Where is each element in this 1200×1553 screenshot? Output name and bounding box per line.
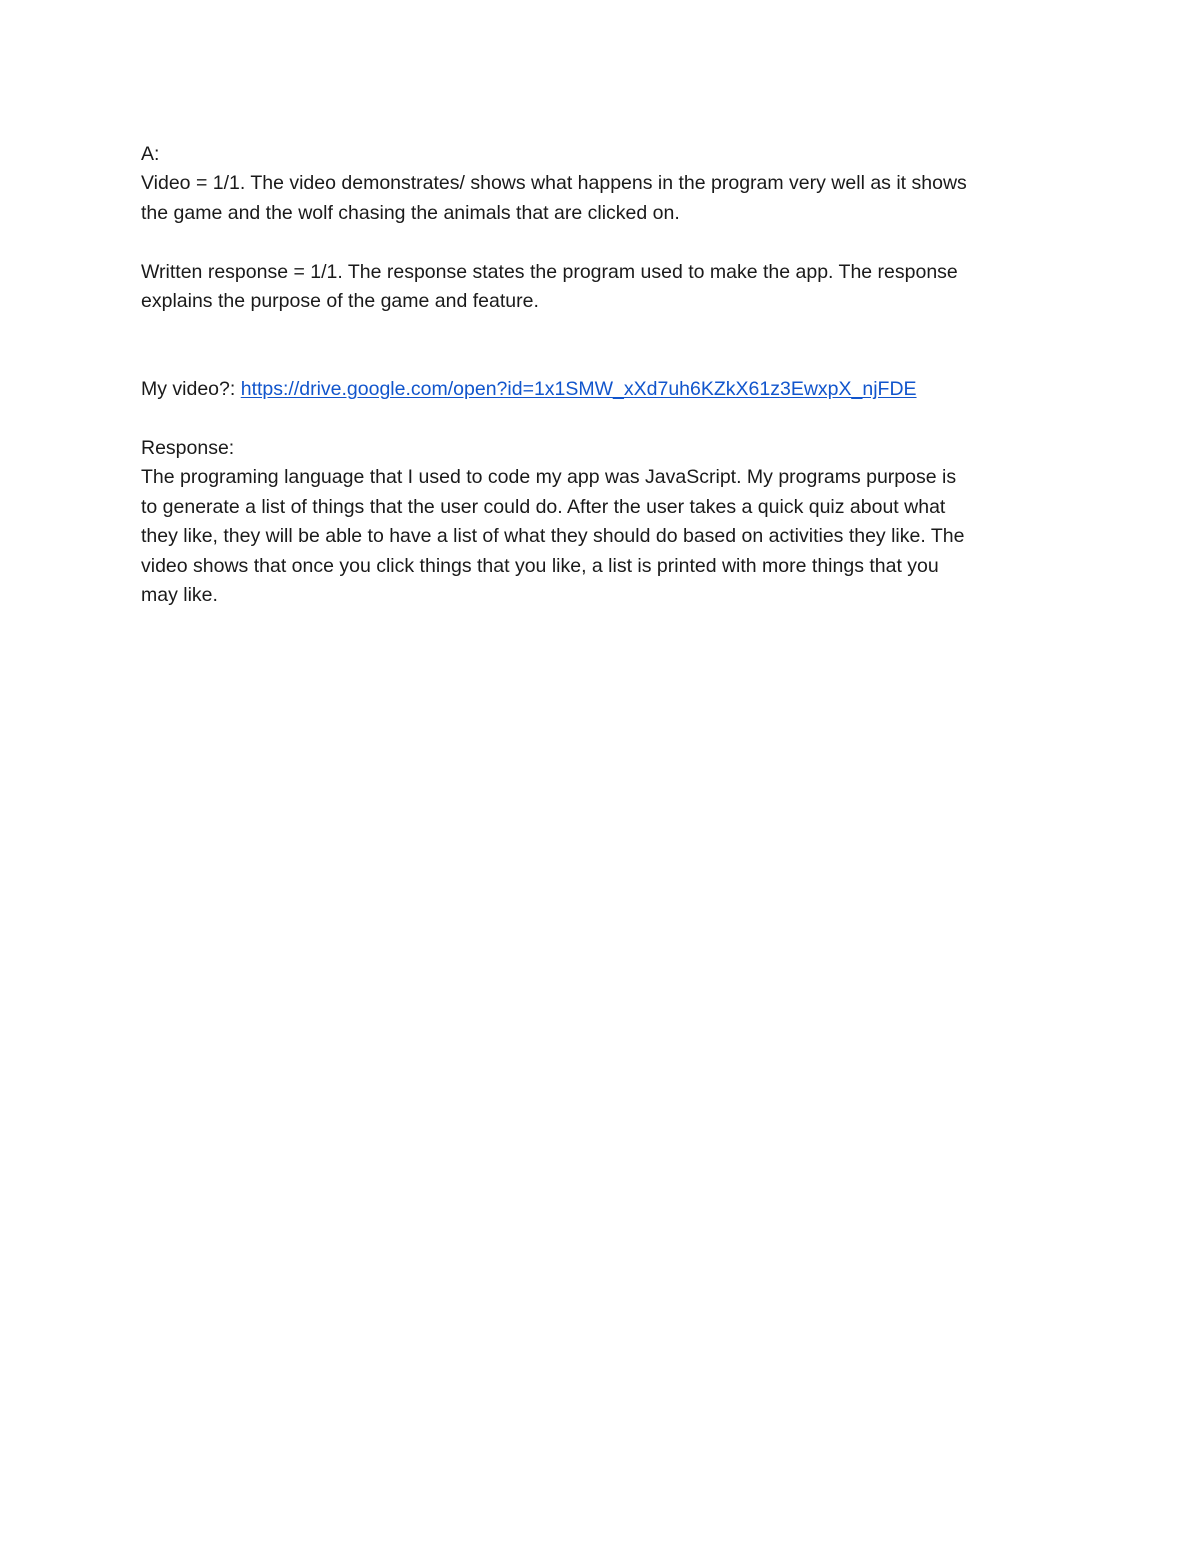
- written-score-line: Written response = 1/1. The response states the program used to make the app. The response: [141, 260, 958, 283]
- response-line: video shows that once you click things that you like, a list is printed with more things that you: [141, 554, 939, 577]
- my-video-line: [141, 375, 1071, 404]
- paragraph-spacer: [141, 405, 1071, 434]
- written-score-line: explains the purpose of the game and feature.: [141, 290, 539, 313]
- my-video-label: My video?:: [141, 378, 241, 401]
- response-line: may like.: [141, 584, 218, 607]
- response-line: they like, they will be able to have a list of what they should do based on activities they like. The: [141, 525, 965, 548]
- response-line: to generate a list of things that the user could do. After the user takes a quick quiz about what: [141, 495, 946, 518]
- paragraph-spacer: [141, 316, 1071, 345]
- document-body: [141, 140, 1071, 610]
- response-line: The programing language that I used to code my app was JavaScript. My programs purpose is: [141, 466, 957, 489]
- paragraph-spacer: [141, 346, 1071, 375]
- section-heading: A:: [141, 143, 160, 165]
- video-score-line: the game and the wolf chasing the animals that are clicked on.: [141, 201, 680, 224]
- response-label: Response:: [141, 437, 235, 459]
- paragraph-spacer: [141, 228, 1071, 257]
- video-link[interactable]: https://drive.google.com/open?id=1x1SMW_xXd7uh6KZkX61z3EwxpX_njFDE: [240, 378, 917, 401]
- video-score-line: Video = 1/1. The video demonstrates/ shows what happens in the program very well as it shows: [141, 172, 967, 195]
